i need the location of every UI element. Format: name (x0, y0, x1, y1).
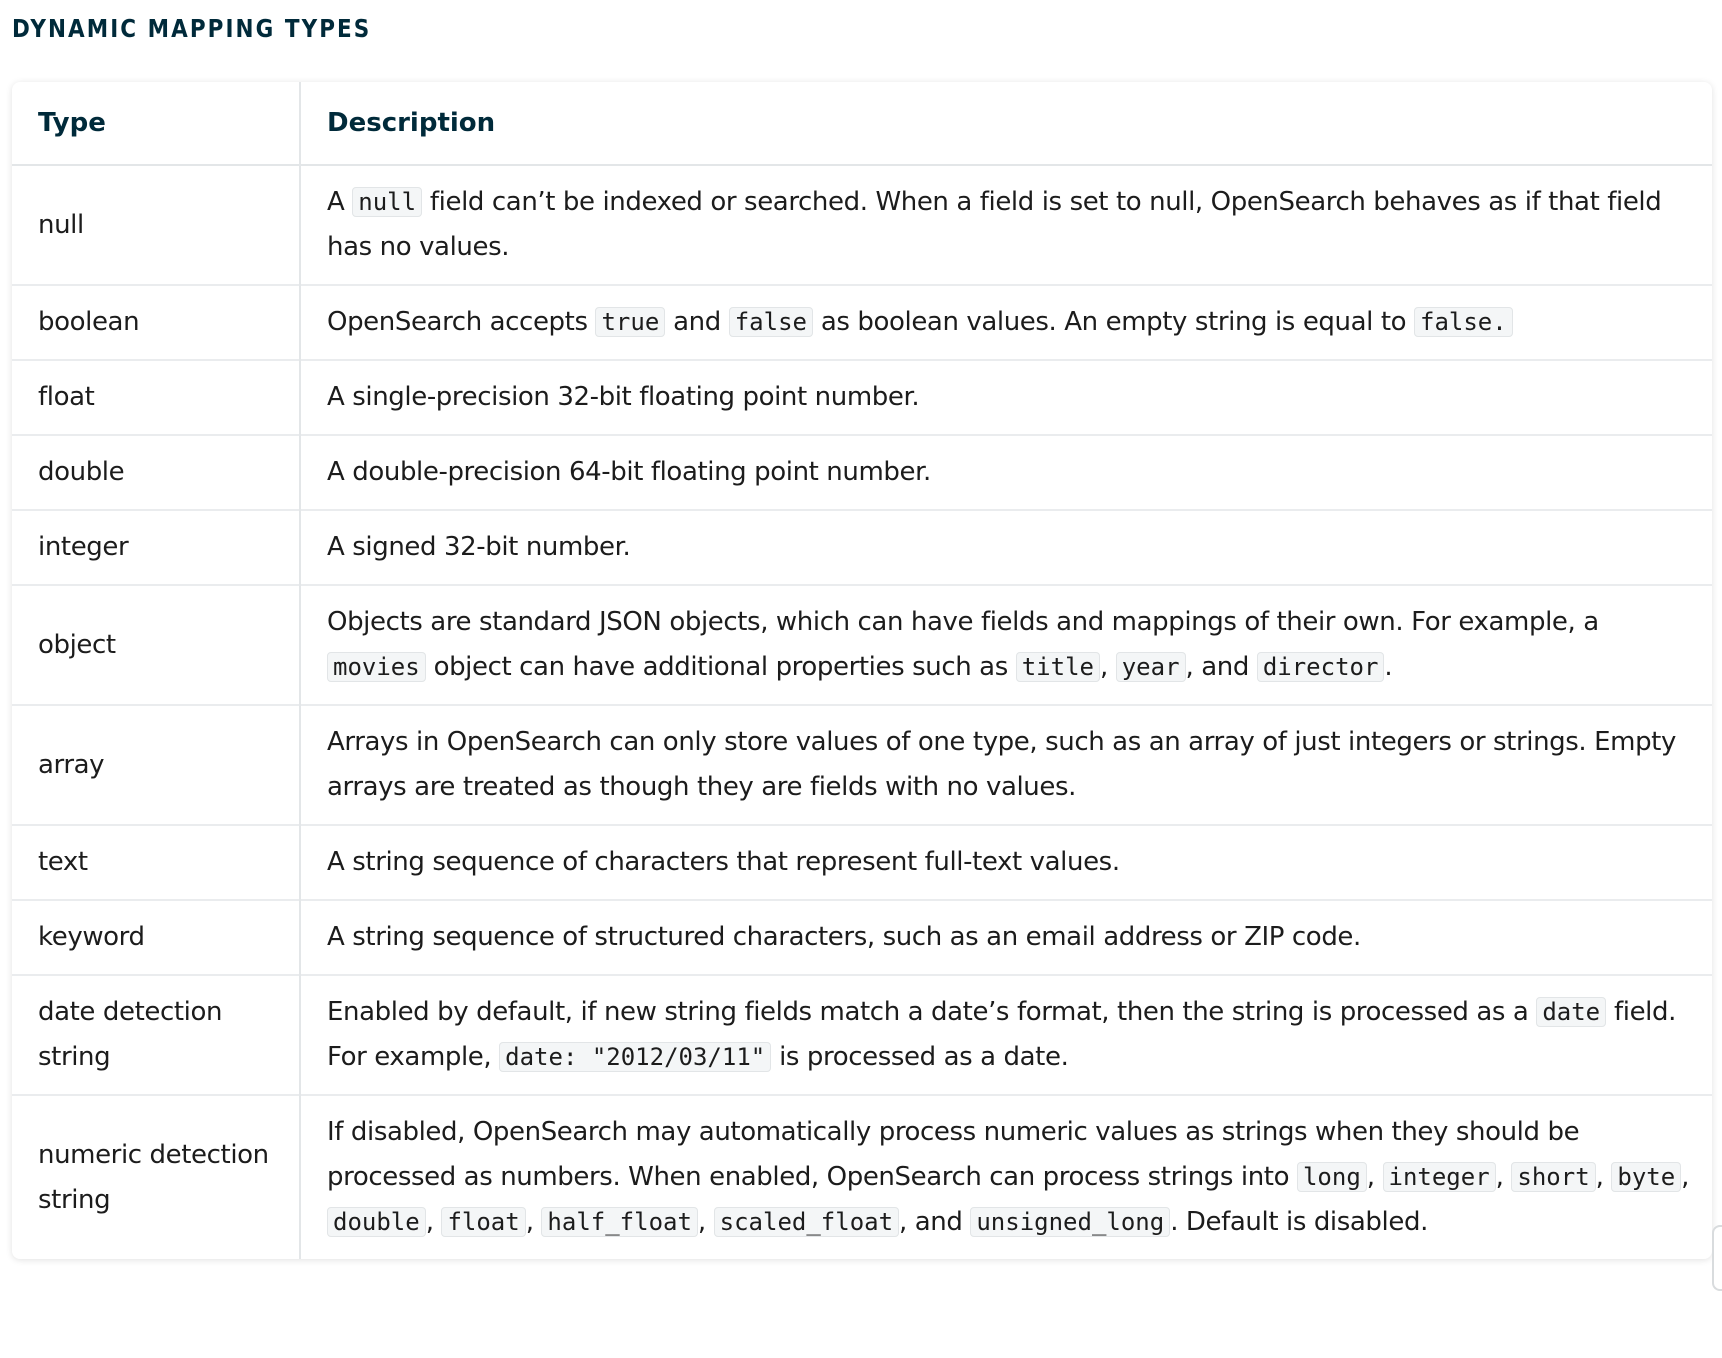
description-cell (300, 900, 1712, 975)
table-row (12, 825, 1712, 900)
table-row (12, 360, 1712, 435)
description-text: , and (1185, 652, 1257, 682)
table-row (12, 585, 1712, 705)
description-cell (300, 165, 1712, 285)
description-text: , (425, 1207, 442, 1237)
description-text: OpenSearch accepts (327, 307, 596, 337)
inline-code: year (1116, 652, 1186, 682)
description-text: A signed 32-bit number. (327, 532, 631, 562)
description-text: , (1495, 1162, 1512, 1192)
table-row (12, 900, 1712, 975)
inline-code: integer (1383, 1162, 1496, 1192)
description-cell (300, 285, 1712, 360)
description-text: , (1595, 1162, 1612, 1192)
description-text: , (1366, 1162, 1383, 1192)
type-cell: double (12, 435, 300, 510)
description-text: A (327, 187, 353, 217)
table-row (12, 510, 1712, 585)
type-cell: boolean (12, 285, 300, 360)
description-cell (300, 1095, 1712, 1259)
description-text: If disabled, OpenSearch may automatically process numeric values as strings when they should be processed as numbers. When enabled, OpenSearch can process strings into (327, 1117, 1580, 1192)
table-row (12, 975, 1712, 1095)
inline-code: true (595, 307, 665, 337)
type-cell: date detection string (12, 975, 300, 1095)
table-row (12, 285, 1712, 360)
table-row (12, 1095, 1712, 1259)
description-text: , (1681, 1162, 1690, 1192)
section-heading: DYNAMIC MAPPING TYPES (12, 14, 372, 43)
description-text: . (1384, 652, 1393, 682)
description-text: object can have additional properties such as (425, 652, 1016, 682)
inline-code: date (1536, 997, 1606, 1027)
type-cell: null (12, 165, 300, 285)
table-row (12, 165, 1712, 285)
description-text: , (697, 1207, 714, 1237)
inline-code: unsigned_long (970, 1207, 1170, 1237)
mapping-types-table (12, 82, 1712, 1259)
mapping-types-table-card (12, 82, 1712, 1259)
type-cell: array (12, 705, 300, 825)
description-text: , (1099, 652, 1116, 682)
description-cell (300, 435, 1712, 510)
table-header-row (12, 82, 1712, 165)
inline-code: scaled_float (714, 1207, 899, 1237)
description-text: is processed as a date. (771, 1042, 1069, 1072)
inline-code: byte (1611, 1162, 1681, 1192)
type-cell: object (12, 585, 300, 705)
inline-code: title (1016, 652, 1100, 682)
description-cell (300, 975, 1712, 1095)
inline-code: float (441, 1207, 525, 1237)
description-text: Enabled by default, if new string fields match a date’s format, then the string is processed as a (327, 997, 1537, 1027)
description-text: and (665, 307, 729, 337)
type-cell: float (12, 360, 300, 435)
inline-code: director (1257, 652, 1385, 682)
inline-code: null (352, 187, 422, 217)
inline-code: short (1511, 1162, 1595, 1192)
table-row (12, 435, 1712, 510)
inline-code: date: "2012/03/11" (499, 1042, 771, 1072)
type-cell: keyword (12, 900, 300, 975)
description-text: A double-precision 64-bit floating point number. (327, 457, 931, 487)
table-row (12, 705, 1712, 825)
inline-code: movies (327, 652, 426, 682)
description-cell (300, 585, 1712, 705)
description-text: field can’t be indexed or searched. When a field is set to null, OpenSearch behaves as if that field has no values. (327, 187, 1662, 262)
table-body (12, 165, 1712, 1259)
description-text: , and (899, 1207, 971, 1237)
type-column-header: Type (12, 82, 300, 165)
type-cell: numeric detection string (12, 1095, 300, 1259)
description-text: , (525, 1207, 542, 1237)
inline-code: half_float (541, 1207, 698, 1237)
type-cell: text (12, 825, 300, 900)
description-column-header: Description (300, 82, 1712, 165)
inline-code: false. (1414, 307, 1513, 337)
description-text: A string sequence of characters that represent full-text values. (327, 847, 1120, 877)
description-text: . Default is disabled. (1170, 1207, 1428, 1237)
description-cell (300, 825, 1712, 900)
inline-code: double (327, 1207, 426, 1237)
type-cell: integer (12, 510, 300, 585)
description-text: A single-precision 32-bit floating point number. (327, 382, 920, 412)
description-text: Arrays in OpenSearch can only store values of one type, such as an array of just integers or strings. Empty arrays are treated as though they are fields with no values. (327, 727, 1676, 802)
description-cell (300, 360, 1712, 435)
inline-code: long (1297, 1162, 1367, 1192)
description-cell (300, 705, 1712, 825)
description-text: A string sequence of structured characters, such as an email address or ZIP code. (327, 922, 1361, 952)
description-text: as boolean values. An empty string is equal to (812, 307, 1414, 337)
scroll-handle[interactable] (1712, 1225, 1722, 1291)
description-cell (300, 510, 1712, 585)
description-text: field. For example, (327, 997, 1676, 1072)
description-text: Objects are standard JSON objects, which can have fields and mappings of their own. For example, a (327, 607, 1599, 637)
inline-code: false (729, 307, 813, 337)
